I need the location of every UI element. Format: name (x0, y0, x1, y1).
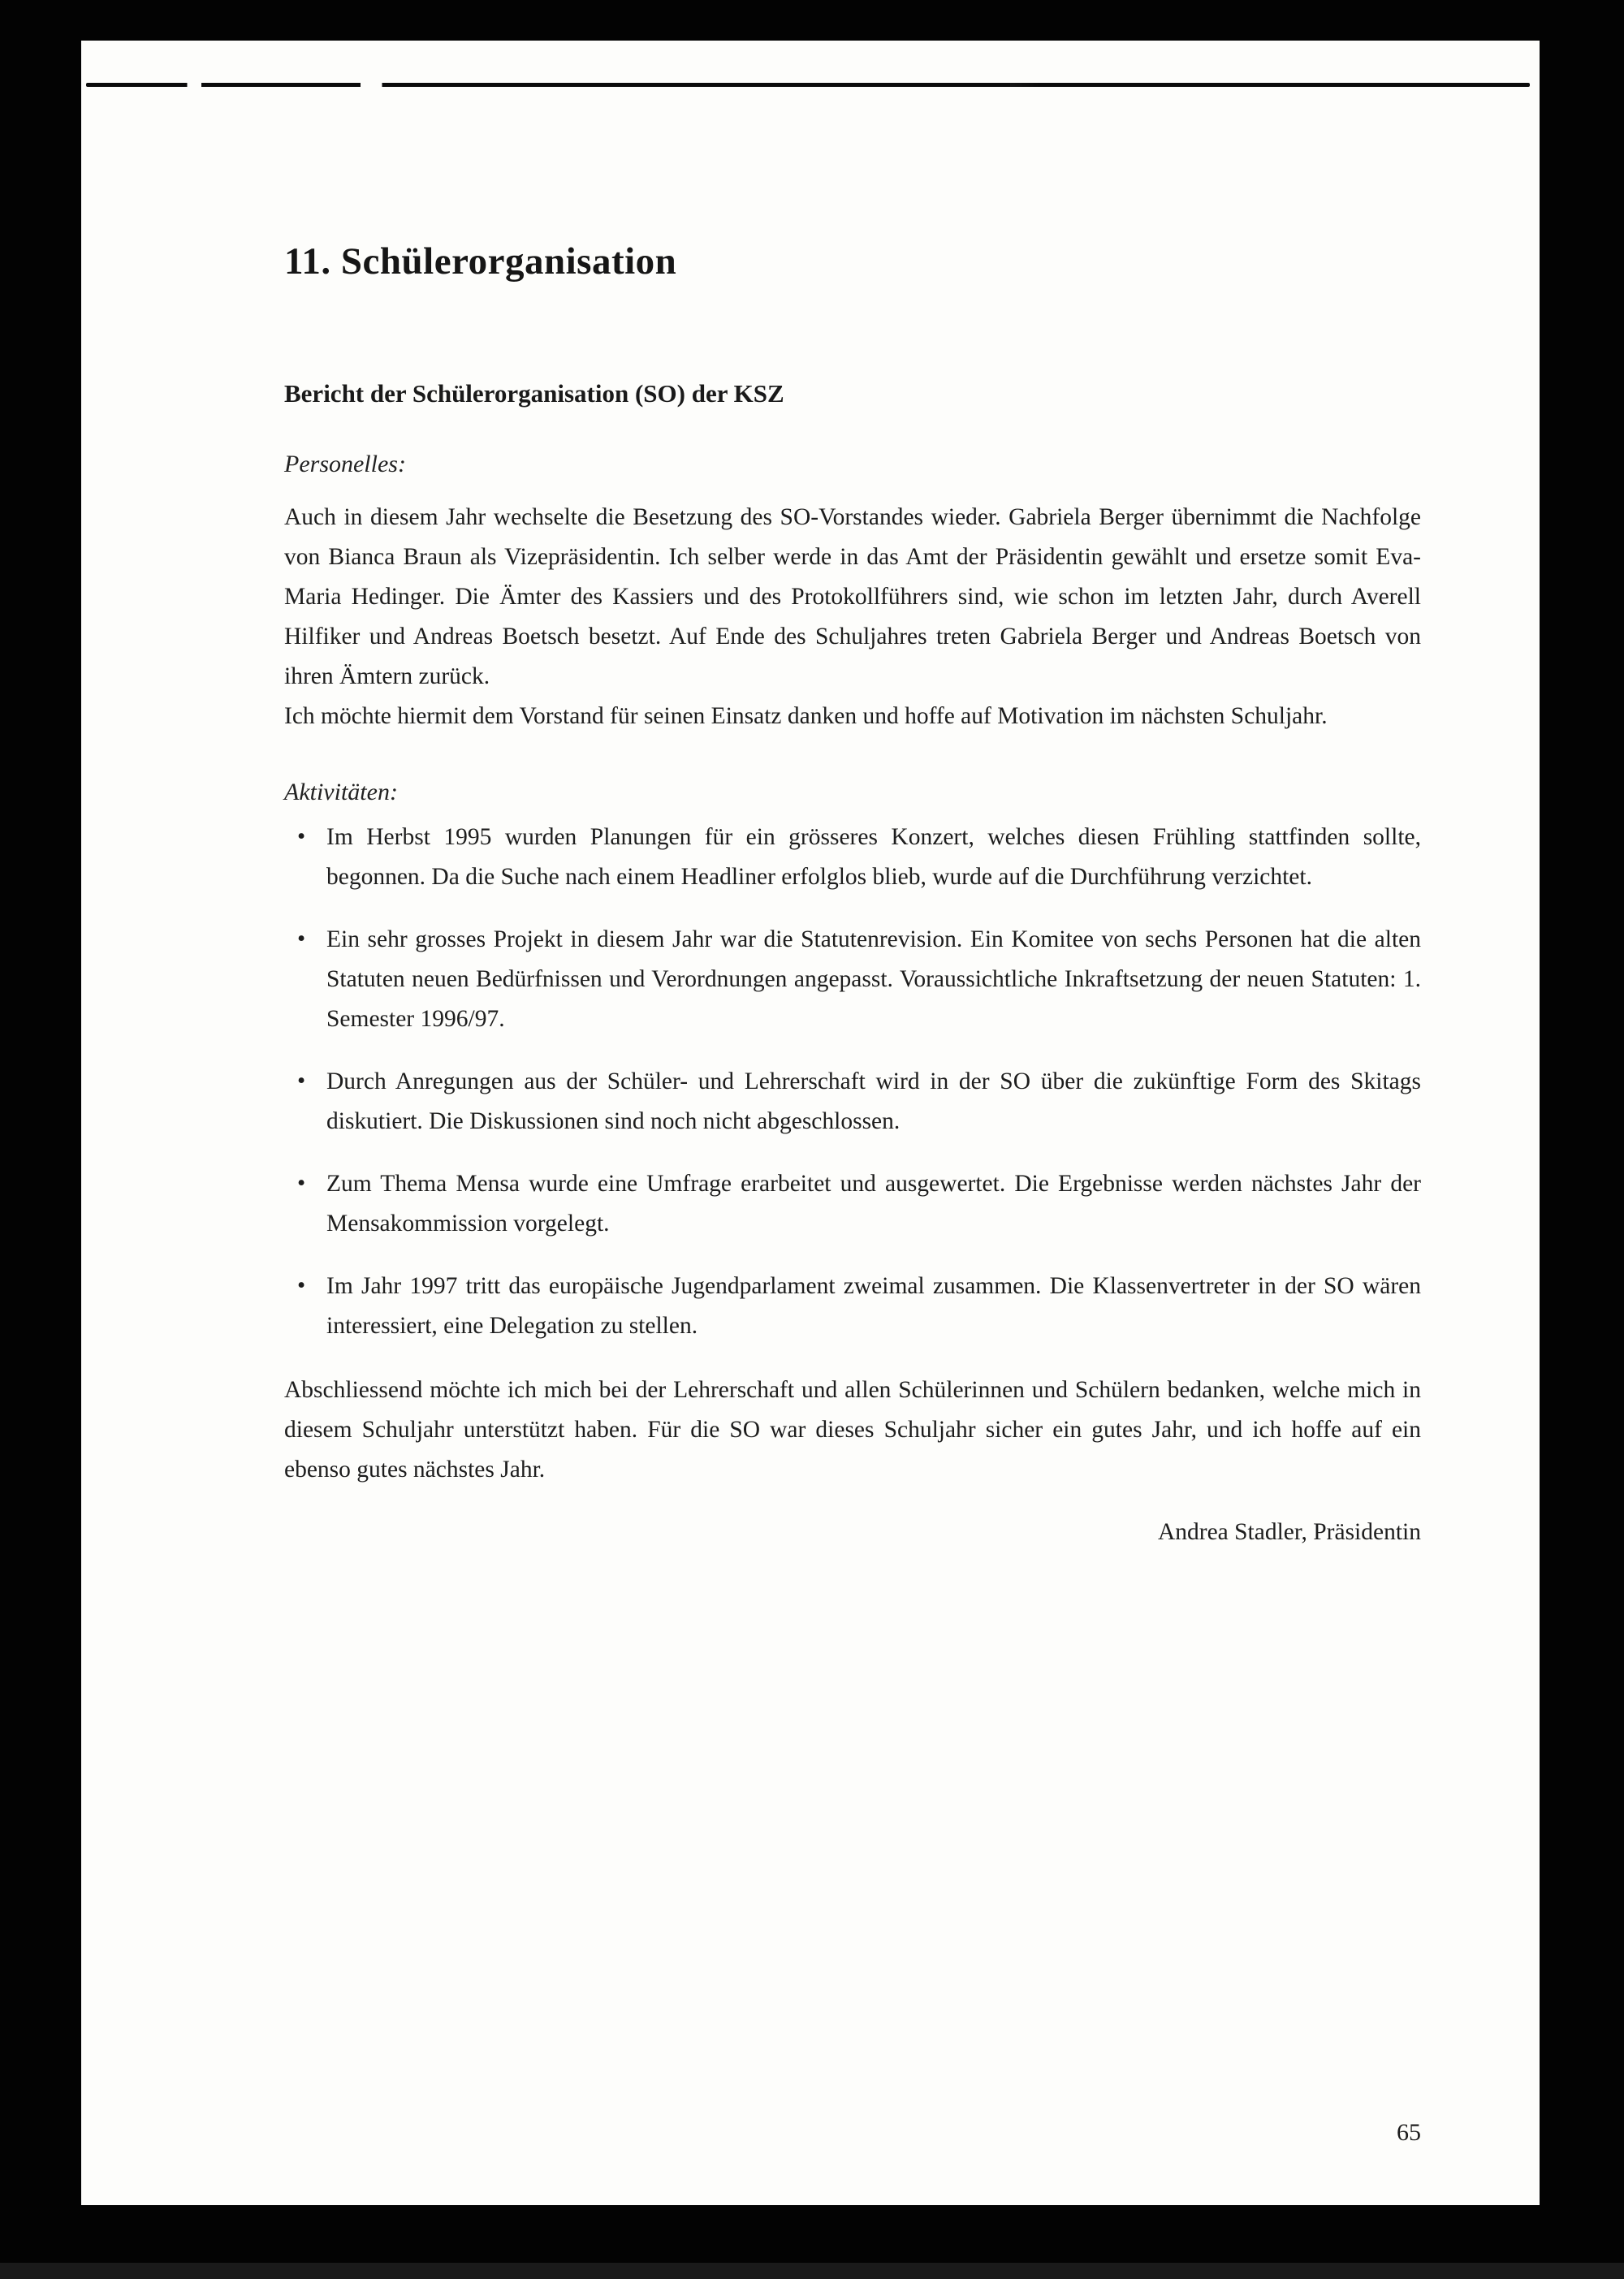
bullet-item (284, 920, 1421, 1039)
bullet-icon: • (297, 823, 306, 849)
scanned-page (81, 41, 1540, 2205)
bullet-item (284, 1267, 1421, 1346)
personelles-paragraph-1: Auch in diesem Jahr wechselte die Besetzung des SO-Vorstandes wieder. Gabriela Berger übernimmt die Nachfolge von Bianca Braun als Vizepräsidentin. Ich selber werde in das Amt der Präsidentin gewählt und ersetze somit Eva-Maria Hedinger. Die Ämter des Kassiers und des Protokollführers sind, wie schon im letzten Jahr, durch Averell Hilfiker und Andreas Boetsch besetzt. Auf Ende des Schuljahres treten Gabriela Berger und Andreas Boetsch von ihren Ämtern zurück. (284, 504, 1421, 689)
closing-paragraph: Abschliessend möchte ich mich bei der Lehrerschaft und allen Schülerinnen und Schülern bedanken, welche mich in diesem Schuljahr unterstützt haben. Für die SO war dieses Schuljahr sicher ein gutes Jahr, und ich hoffe auf ein ebenso gutes nächstes Jahr. (284, 1377, 1421, 1483)
bullet-icon: • (297, 1068, 306, 1094)
bullet-text: Zum Thema Mensa wurde eine Umfrage erarbeitet und ausgewertet. Die Ergebnisse werden nächstes Jahr der Mensakommission vorgelegt. (326, 1171, 1421, 1237)
report-heading: Bericht der Schülerorganisation (SO) der KSZ (284, 379, 784, 408)
page-content (284, 41, 1421, 1546)
section-label-personelles: Personelles: (284, 451, 406, 477)
bullet-list (284, 818, 1421, 1346)
bullet-item (284, 818, 1421, 897)
page-number: 65 (1397, 2119, 1421, 2146)
personelles-paragraph-2: Ich möchte hiermit dem Vorstand für seinen Einsatz danken und hoffe auf Motivation im nächsten Schuljahr. (284, 703, 1328, 729)
bullet-text: Durch Anregungen aus der Schüler- und Lehrerschaft wird in der SO über die zukünftige Form des Skitags diskutiert. Die Diskussionen sind noch nicht abgeschlossen. (326, 1068, 1421, 1134)
scanner-edge-strip (0, 2263, 1624, 2279)
bullet-item (284, 1164, 1421, 1244)
bullet-text: Ein sehr grosses Projekt in diesem Jahr war die Statutenrevision. Ein Komitee von sechs Personen hat die alten Statuten neuen Bedürfnissen und Verordnungen angepasst. Voraussichtliche Inkraftsetzung der neuen Statuten: 1. Semester 1996/97. (326, 926, 1421, 1032)
bullet-icon: • (297, 926, 306, 952)
bullet-text: Im Herbst 1995 wurden Planungen für ein grösseres Konzert, welches diesen Frühling stattfinden sollte, begonnen. Da die Suche nach einem Headliner erfolglos blieb, wurde auf die Durchführung verzichtet. (326, 824, 1421, 890)
bullet-icon: • (297, 1170, 306, 1196)
bullet-icon: • (297, 1272, 306, 1298)
section-label-aktivitaeten: Aktivitäten: (284, 779, 398, 805)
signature: Andrea Stadler, Präsidentin (1157, 1519, 1421, 1545)
chapter-title: 11. Schülerorganisation (284, 240, 677, 283)
bullet-item (284, 1062, 1421, 1142)
bullet-text: Im Jahr 1997 tritt das europäische Jugendparlament zweimal zusammen. Die Klassenvertreter in der SO wären interessiert, eine Delegation zu stellen. (326, 1273, 1421, 1339)
